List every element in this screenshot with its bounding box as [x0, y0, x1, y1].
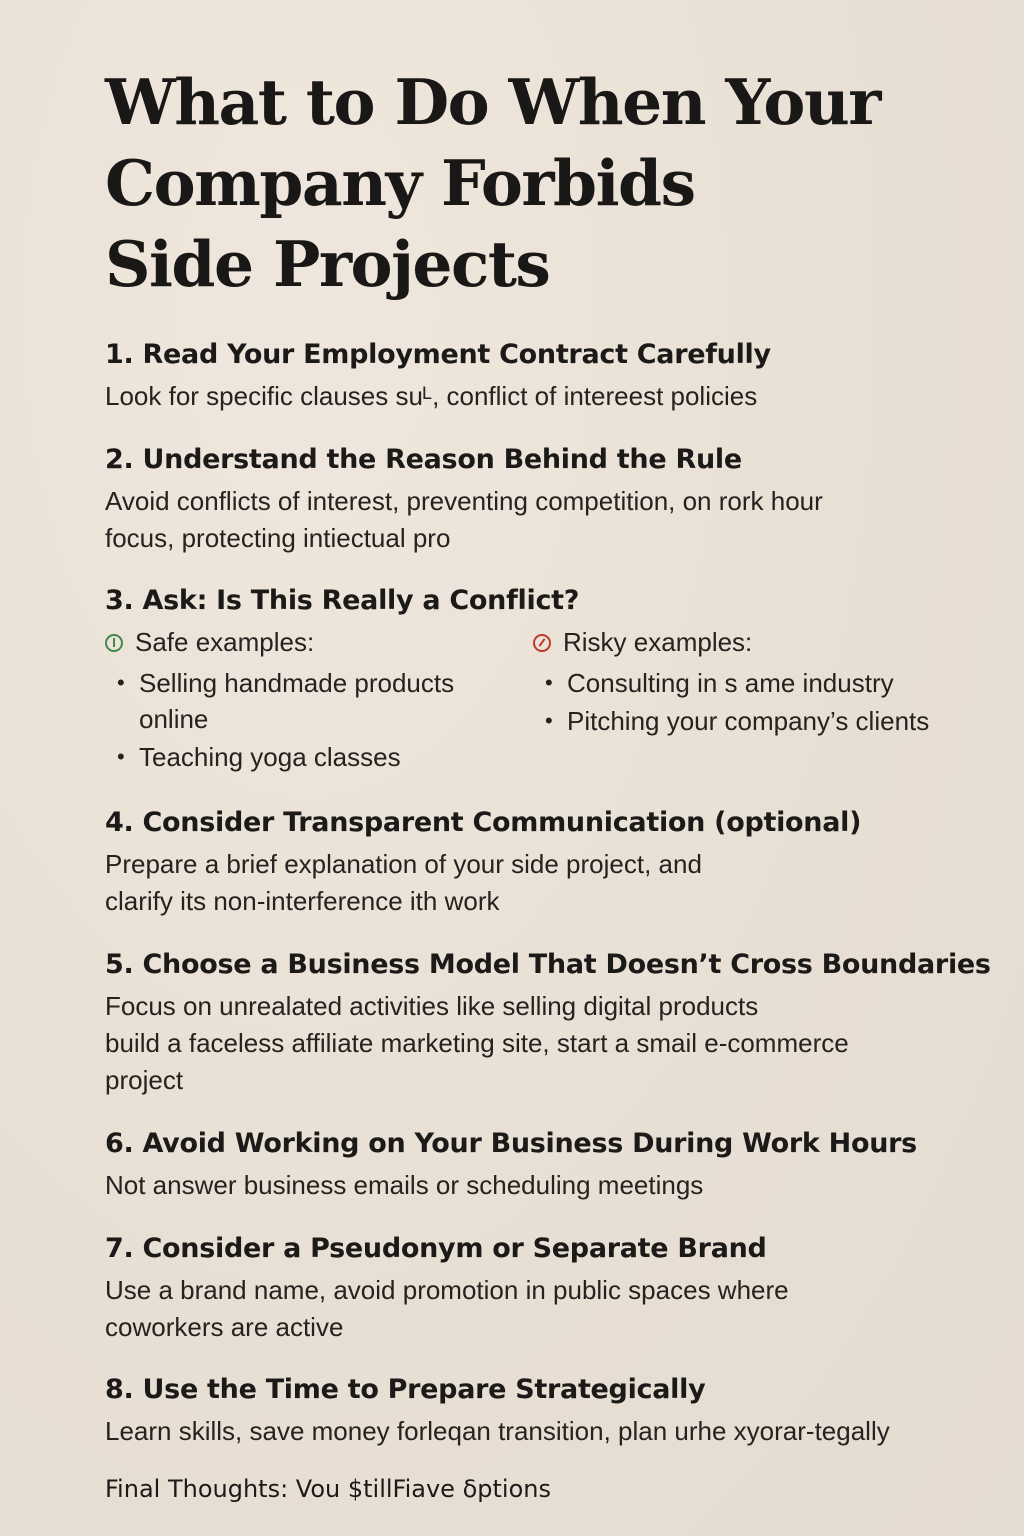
section-heading: 5. Choose a Business Model That Doesn’t Cross Boundaries: [105, 949, 991, 980]
section-7: [105, 1232, 985, 1346]
body-line: Prepare a brief explanation of your side project, and: [105, 849, 702, 879]
section-heading: 7. Consider a Pseudonym or Separate Brand: [105, 1233, 767, 1264]
article: [105, 62, 985, 305]
section-4: [105, 806, 985, 920]
list-item: [533, 703, 953, 739]
body-line: build a faceless affiliate marketing site, start a smail e-commerce: [105, 1028, 849, 1058]
list-item-text: Pitching your company’s clients: [567, 706, 930, 736]
section-body: [105, 988, 985, 1099]
section-body: [105, 378, 985, 415]
final-thoughts: Final Thoughts: Vou $tillFiave δptions: [105, 1475, 551, 1503]
section-heading: 1. Read Your Employment Contract Carefully: [105, 339, 771, 370]
section-body: [105, 1413, 985, 1450]
section-body: [105, 483, 985, 557]
section-body: [105, 1272, 985, 1346]
safe-examples: [105, 624, 525, 777]
section-heading: 4. Consider Transparent Communication (optional): [105, 807, 862, 838]
bullet-icon: •: [545, 708, 553, 733]
list-item: [533, 665, 953, 701]
body-line: Use a brand name, avoid promotion in public spaces where: [105, 1275, 789, 1305]
bullet-icon: •: [545, 670, 553, 695]
title-line-2: Company Forbids: [105, 146, 695, 220]
list-item: [105, 739, 525, 775]
body-line: project: [105, 1065, 184, 1095]
list-item-text: Selling handmade products online: [139, 668, 455, 734]
body-line: Learn skills, save money forleqan transition, plan urhe xyorar-tegally: [105, 1416, 890, 1446]
section-heading: 8. Use the Time to Prepare Strategically: [105, 1374, 706, 1405]
risky-examples-label: Risky examples:: [563, 627, 753, 657]
section-5: [105, 948, 991, 1099]
section-body: [105, 846, 985, 920]
body-line: clarify its non-interference ith work: [105, 886, 500, 916]
risky-examples-list: [533, 665, 953, 739]
section-heading: 6. Avoid Working on Your Business During Work Hours: [105, 1128, 917, 1159]
list-item: [105, 665, 525, 737]
examples-columns: [105, 624, 985, 774]
risky-examples: [533, 624, 953, 741]
body-line: Not answer business emails or scheduling meetings: [105, 1170, 704, 1200]
bullet-icon: •: [117, 744, 125, 769]
title-line-1: What to Do When Your: [105, 65, 880, 139]
list-item-text: Consulting in s ame industry: [567, 668, 894, 698]
section-heading: 2. Understand the Reason Behind the Rule: [105, 444, 742, 475]
title-line-3: Side Projects: [105, 227, 550, 301]
body-line: coworkers are active: [105, 1312, 344, 1342]
page-title: [105, 62, 905, 305]
safe-examples-label: Safe examples:: [135, 627, 315, 657]
section-2: [105, 443, 985, 557]
section-8: [105, 1373, 985, 1450]
section-1: [105, 338, 985, 415]
risky-examples-header: [533, 624, 953, 661]
list-item-text: Teaching yoga classes: [139, 742, 401, 772]
body-line: Avoid conflicts of interest, preventing competition, on rork hour: [105, 486, 823, 516]
body-line: Focus on unrealated activities like selling digital products: [105, 991, 759, 1021]
body-line: focus, protecting intiectual pro: [105, 523, 451, 553]
warning-circle-icon: [533, 634, 551, 652]
section-3: [105, 584, 985, 774]
body-line: Look for specific clauses suᴸ, conflict of intereest policies: [105, 381, 758, 411]
section-6: [105, 1127, 985, 1204]
check-circle-icon: [105, 634, 123, 652]
section-heading: 3. Ask: Is This Really a Conflict?: [105, 585, 580, 616]
safe-examples-header: [105, 624, 525, 661]
bullet-icon: •: [117, 670, 125, 695]
section-body: [105, 1167, 985, 1204]
safe-examples-list: [105, 665, 525, 775]
